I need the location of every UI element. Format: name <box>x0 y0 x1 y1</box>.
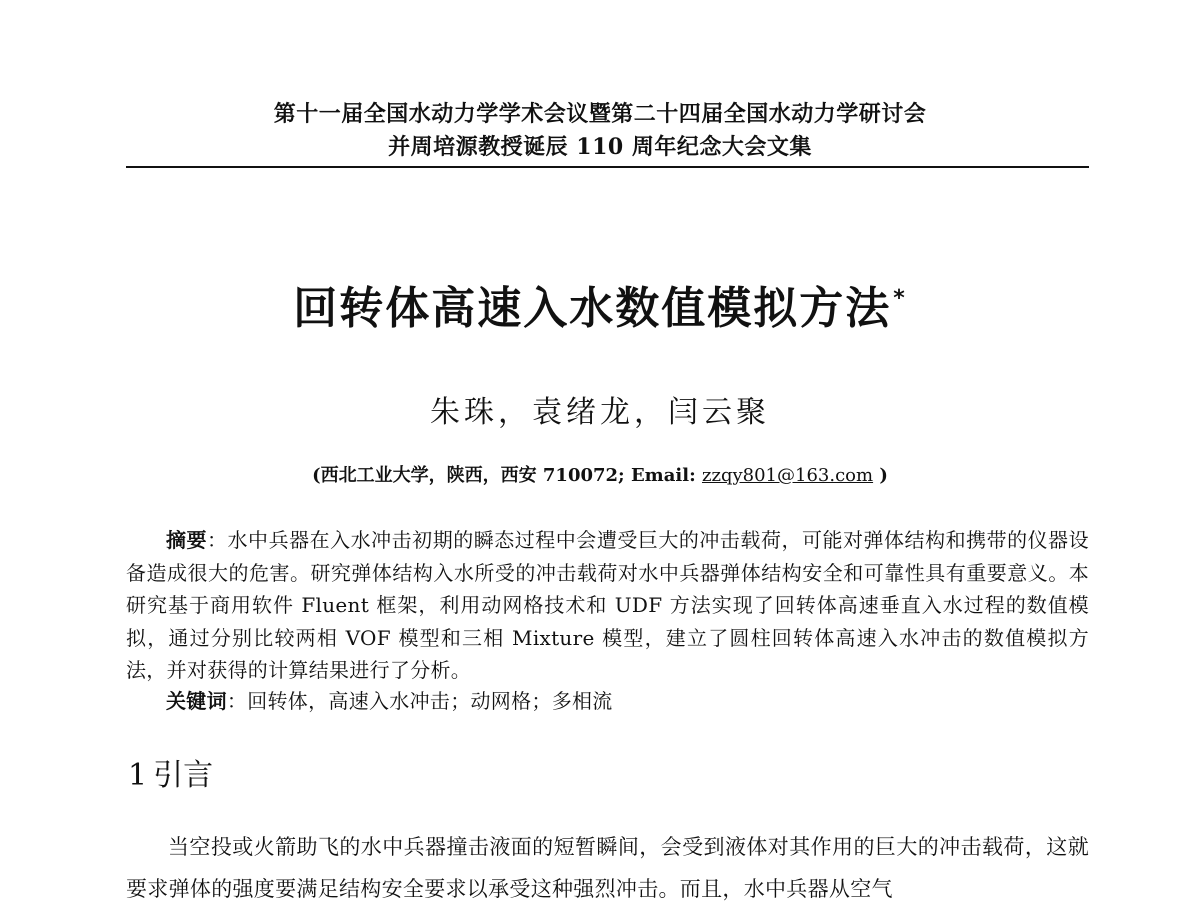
conference-header <box>0 98 1200 164</box>
conference-line-2: 并周培源教授诞辰 110 周年纪念大会文集 <box>388 134 812 160</box>
paper-title <box>0 272 1200 336</box>
keywords <box>166 686 1089 716</box>
header-divider <box>126 166 1089 168</box>
abstract-label: 摘要 <box>166 528 208 552</box>
affiliation <box>0 461 1200 487</box>
affiliation-text: (西北工业大学，陕西，西安 710072; Email: <box>312 465 702 486</box>
keywords-label: 关键词 <box>166 689 227 713</box>
section-number: 1 <box>128 758 148 793</box>
keywords-text: ：回转体，高速入水冲击；动网格；多相流 <box>226 689 613 713</box>
email-link[interactable]: zzqy801@163.com <box>701 465 874 486</box>
title-footnote-mark: * <box>893 286 907 311</box>
affiliation-close: ) <box>873 465 888 486</box>
abstract-text: ：水中兵器在入水冲击初期的瞬态过程中会遭受巨大的冲击载荷，可能对弹体结构和携带的仪器设备造成很大的危害。研究弹体结构入水所受的冲击载荷对水中兵器弹体结构安全和可靠性具有重要意义。本研究基于商用软件 Fluent 框架，利用动网格技术和 UDF 方法实现了回转体高速垂直入水过程的数值模拟，通过分别比较两相 VOF 模型和三相 Mixture 模型，建立了圆柱回转体高速入水冲击的数值模拟方法，并对获得的计算结果进行了分析。 <box>126 528 1089 682</box>
body-paragraph: 当空投或火箭助飞的水中兵器撞击液面的短暂瞬间，会受到液体对其作用的巨大的冲击载荷，这就要求弹体的强度要满足结构安全要求以承受这种强烈冲击。而且，水中兵器从空气 <box>126 835 1089 901</box>
paper-authors: 朱珠，袁绪龙，闫云聚 <box>430 395 770 430</box>
section-title: 引言 <box>153 758 214 793</box>
paper-title-text: 回转体高速入水数值模拟方法 <box>293 283 892 334</box>
section-heading <box>128 750 213 794</box>
conference-line-1: 第十一届全国水动力学学术会议暨第二十四届全国水动力学研讨会 <box>273 101 927 127</box>
abstract <box>126 524 1089 687</box>
